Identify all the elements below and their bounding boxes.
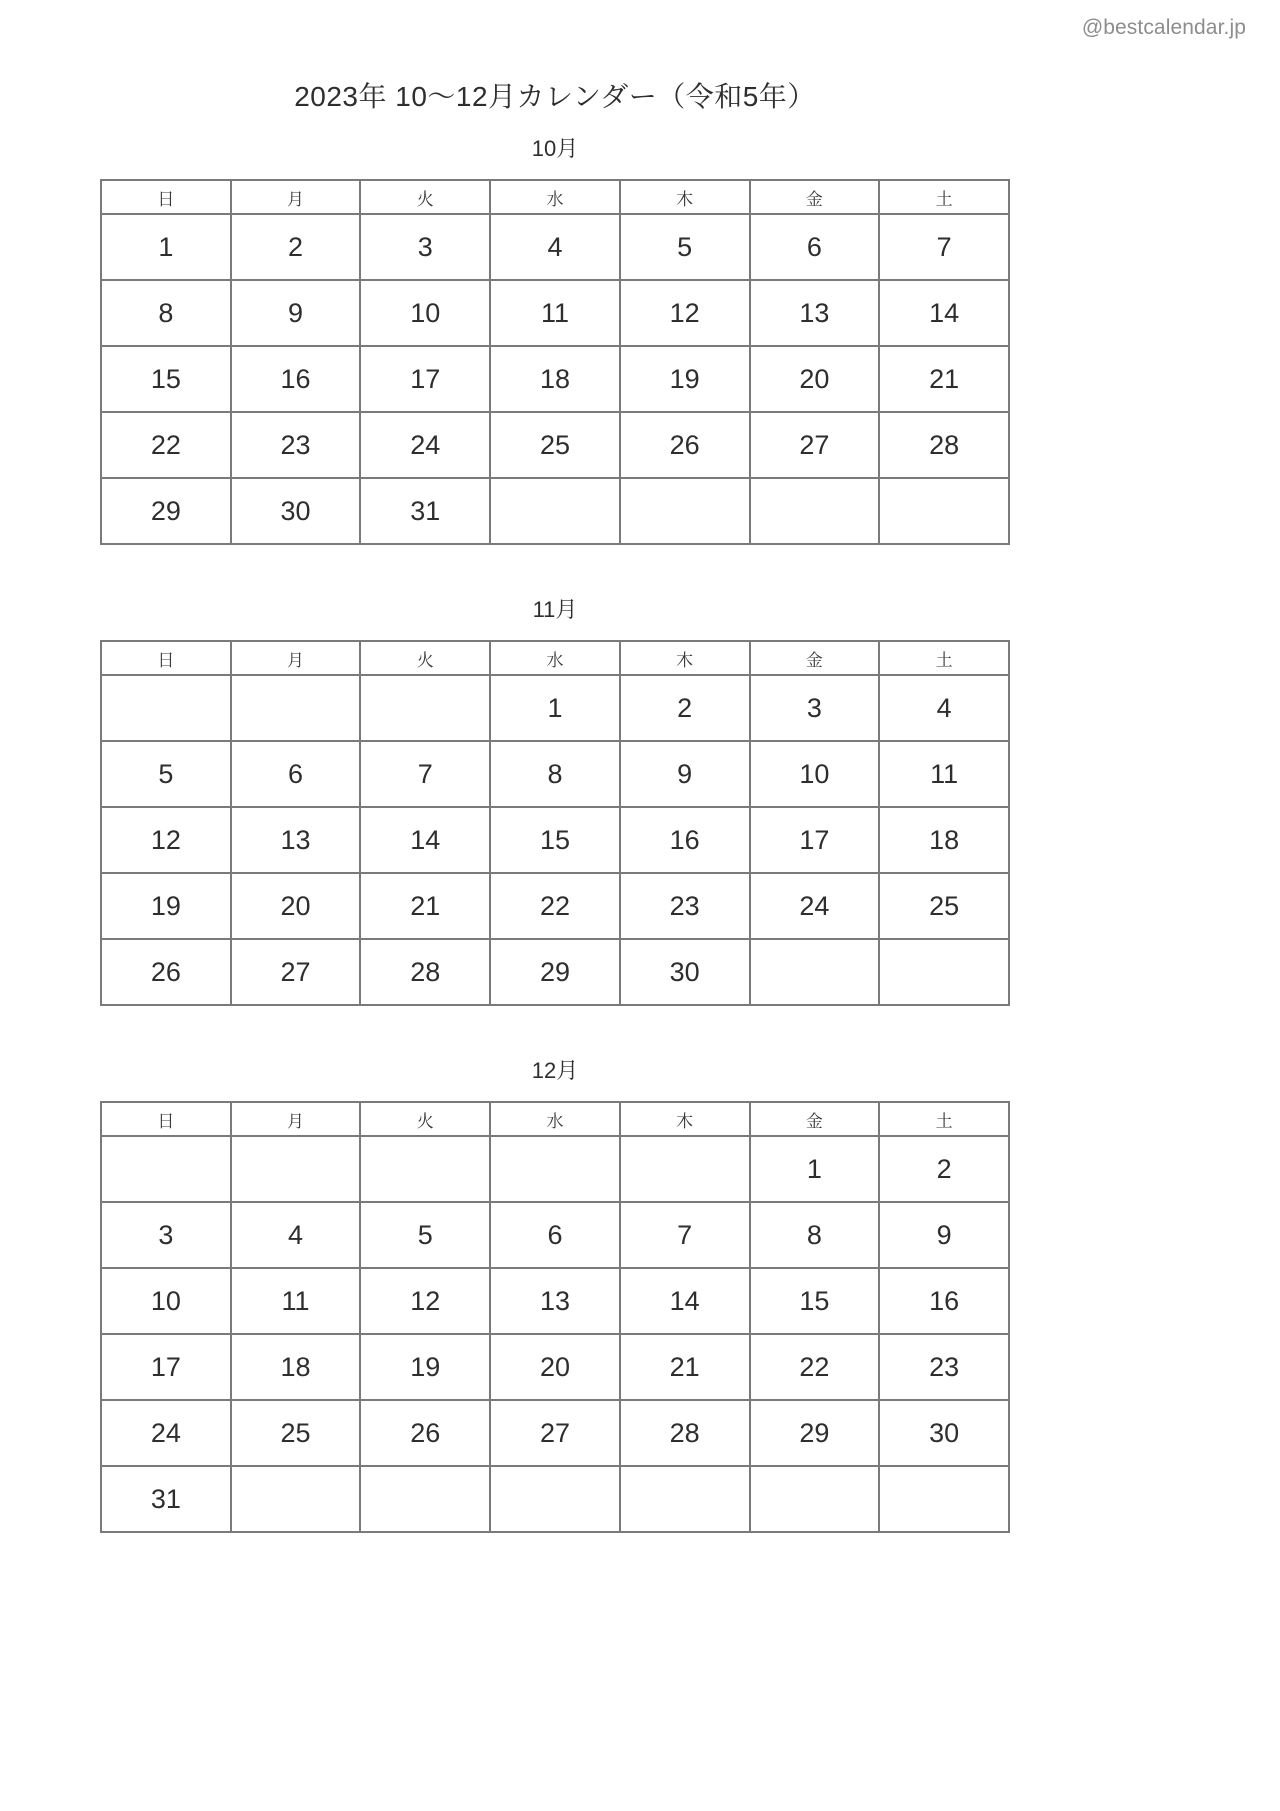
calendar-day-cell[interactable]: 12: [360, 1268, 490, 1334]
calendar-day-cell[interactable]: 6: [750, 214, 880, 280]
calendar-cell-empty: [231, 675, 361, 741]
calendar-day-cell[interactable]: 4: [490, 214, 620, 280]
calendar-day-cell[interactable]: 21: [879, 346, 1009, 412]
month-label-october: 10月: [531, 136, 579, 161]
calendar-day-cell[interactable]: 31: [101, 1466, 231, 1532]
weekday-header-3: 水: [490, 1102, 620, 1136]
calendar-day-cell[interactable]: 15: [750, 1268, 880, 1334]
calendar-day-cell[interactable]: 3: [750, 675, 880, 741]
calendar-day-cell[interactable]: 17: [360, 346, 490, 412]
weekday-header-0: 日: [101, 641, 231, 675]
calendar-day-cell[interactable]: 1: [490, 675, 620, 741]
calendar-week-row: [101, 346, 1009, 412]
weekday-header-2: 火: [360, 1102, 490, 1136]
calendar-day-cell[interactable]: 18: [490, 346, 620, 412]
calendar-day-cell[interactable]: 10: [360, 280, 490, 346]
calendar-day-cell[interactable]: 25: [231, 1400, 361, 1466]
calendar-day-cell[interactable]: 13: [750, 280, 880, 346]
calendar-week-row: [101, 1466, 1009, 1532]
calendar-day-cell[interactable]: 17: [750, 807, 880, 873]
calendar-day-cell[interactable]: 29: [750, 1400, 880, 1466]
calendar-day-cell[interactable]: 6: [231, 741, 361, 807]
calendar-week-row: [101, 1400, 1009, 1466]
weekday-header-6: 土: [879, 641, 1009, 675]
month-block-october: [100, 132, 1010, 545]
calendar-day-cell[interactable]: 28: [620, 1400, 750, 1466]
calendar-day-cell[interactable]: 5: [620, 214, 750, 280]
calendar-day-cell[interactable]: 2: [620, 675, 750, 741]
months-container: [0, 132, 1110, 1581]
calendar-day-cell[interactable]: 16: [620, 807, 750, 873]
calendar-day-cell[interactable]: 23: [879, 1334, 1009, 1400]
weekday-header-5: 金: [750, 1102, 880, 1136]
calendar-cell-empty: [620, 1466, 750, 1532]
calendar-day-cell[interactable]: 3: [101, 1202, 231, 1268]
weekday-header-row: [101, 1102, 1009, 1136]
calendar-day-cell[interactable]: 1: [750, 1136, 880, 1202]
calendar-day-cell[interactable]: 31: [360, 478, 490, 544]
calendar-cell-empty: [231, 1136, 361, 1202]
calendar-day-cell[interactable]: 8: [101, 280, 231, 346]
calendar-day-cell[interactable]: 26: [620, 412, 750, 478]
weekday-header-3: 水: [490, 180, 620, 214]
calendar-week-row: [101, 873, 1009, 939]
calendar-cell-empty: [490, 478, 620, 544]
calendar-day-cell[interactable]: 5: [101, 741, 231, 807]
calendar-table-december: [100, 1101, 1010, 1533]
weekday-header-4: 木: [620, 1102, 750, 1136]
calendar-day-cell[interactable]: 30: [620, 939, 750, 1005]
calendar-day-cell[interactable]: 5: [360, 1202, 490, 1268]
calendar-day-cell[interactable]: 28: [879, 412, 1009, 478]
calendar-cell-empty: [231, 1466, 361, 1532]
calendar-day-cell[interactable]: 25: [490, 412, 620, 478]
weekday-header-5: 金: [750, 641, 880, 675]
calendar-day-cell[interactable]: 14: [620, 1268, 750, 1334]
calendar-cell-empty: [750, 939, 880, 1005]
calendar-cell-empty: [490, 1136, 620, 1202]
calendar-day-cell[interactable]: 26: [360, 1400, 490, 1466]
calendar-day-cell[interactable]: 21: [620, 1334, 750, 1400]
calendar-day-cell[interactable]: 13: [490, 1268, 620, 1334]
calendar-day-cell[interactable]: 4: [231, 1202, 361, 1268]
weekday-header-row: [101, 180, 1009, 214]
calendar-day-cell[interactable]: 28: [360, 939, 490, 1005]
weekday-header-1: 月: [231, 641, 361, 675]
calendar-day-cell[interactable]: 22: [101, 412, 231, 478]
calendar-week-row: [101, 280, 1009, 346]
calendar-day-cell[interactable]: 29: [101, 478, 231, 544]
calendar-cell-empty: [750, 1466, 880, 1532]
calendar-day-cell[interactable]: 14: [360, 807, 490, 873]
calendar-day-cell[interactable]: 9: [620, 741, 750, 807]
calendar-table-october: [100, 179, 1010, 545]
calendar-cell-empty: [101, 1136, 231, 1202]
calendar-cell-empty: [490, 1466, 620, 1532]
calendar-day-cell[interactable]: 14: [879, 280, 1009, 346]
calendar-day-cell[interactable]: 7: [620, 1202, 750, 1268]
calendar-cell-empty: [620, 478, 750, 544]
weekday-header-3: 水: [490, 641, 620, 675]
calendar-day-cell[interactable]: 3: [360, 214, 490, 280]
calendar-day-cell[interactable]: 7: [360, 741, 490, 807]
calendar-day-cell[interactable]: 12: [620, 280, 750, 346]
calendar-week-row: [101, 939, 1009, 1005]
site-watermark: @bestcalendar.jp: [1081, 16, 1246, 39]
page-title: 2023年 10〜12月カレンダー（令和5年）: [294, 81, 816, 112]
weekday-header-6: 土: [879, 180, 1009, 214]
calendar-day-cell[interactable]: 16: [231, 346, 361, 412]
weekday-header-4: 木: [620, 180, 750, 214]
weekday-header-5: 金: [750, 180, 880, 214]
month-block-november: [100, 593, 1010, 1006]
calendar-day-cell[interactable]: 30: [879, 1400, 1009, 1466]
calendar-week-row: [101, 1202, 1009, 1268]
calendar-day-cell[interactable]: 20: [490, 1334, 620, 1400]
calendar-cell-empty: [879, 1466, 1009, 1532]
weekday-header-1: 月: [231, 180, 361, 214]
calendar-day-cell[interactable]: 22: [490, 873, 620, 939]
month-block-december: [100, 1054, 1010, 1533]
calendar-day-cell[interactable]: 7: [879, 214, 1009, 280]
calendar-week-row: [101, 675, 1009, 741]
calendar-cell-empty: [879, 478, 1009, 544]
calendar-day-cell[interactable]: 18: [231, 1334, 361, 1400]
calendar-day-cell[interactable]: 29: [490, 939, 620, 1005]
calendar-day-cell[interactable]: 9: [879, 1202, 1009, 1268]
month-label-december: 12月: [531, 1058, 579, 1083]
calendar-day-cell[interactable]: 11: [490, 280, 620, 346]
weekday-header-row: [101, 641, 1009, 675]
calendar-day-cell[interactable]: 10: [101, 1268, 231, 1334]
calendar-day-cell[interactable]: 9: [231, 280, 361, 346]
calendar-day-cell[interactable]: 2: [879, 1136, 1009, 1202]
weekday-header-1: 月: [231, 1102, 361, 1136]
weekday-header-2: 火: [360, 180, 490, 214]
calendar-day-cell[interactable]: 8: [750, 1202, 880, 1268]
calendar-day-cell[interactable]: 12: [101, 807, 231, 873]
calendar-day-cell[interactable]: 19: [620, 346, 750, 412]
calendar-day-cell[interactable]: 15: [101, 346, 231, 412]
calendar-cell-empty: [879, 939, 1009, 1005]
calendar-day-cell[interactable]: 24: [360, 412, 490, 478]
calendar-week-row: [101, 807, 1009, 873]
calendar-week-row: [101, 412, 1009, 478]
calendar-day-cell[interactable]: 11: [231, 1268, 361, 1334]
calendar-day-cell[interactable]: 18: [879, 807, 1009, 873]
calendar-day-cell[interactable]: 21: [360, 873, 490, 939]
calendar-cell-empty: [360, 675, 490, 741]
calendar-day-cell[interactable]: 19: [101, 873, 231, 939]
calendar-cell-empty: [750, 478, 880, 544]
calendar-cell-empty: [620, 1136, 750, 1202]
weekday-header-0: 日: [101, 180, 231, 214]
calendar-day-cell[interactable]: 15: [490, 807, 620, 873]
calendar-week-row: [101, 478, 1009, 544]
calendar-day-cell[interactable]: 27: [231, 939, 361, 1005]
calendar-cell-empty: [360, 1136, 490, 1202]
calendar-day-cell[interactable]: 30: [231, 478, 361, 544]
month-label-november: 11月: [532, 597, 578, 622]
calendar-week-row: [101, 214, 1009, 280]
weekday-header-0: 日: [101, 1102, 231, 1136]
calendar-day-cell[interactable]: 23: [231, 412, 361, 478]
calendar-cell-empty: [101, 675, 231, 741]
calendar-day-cell[interactable]: 13: [231, 807, 361, 873]
calendar-day-cell[interactable]: 4: [879, 675, 1009, 741]
calendar-day-cell[interactable]: 26: [101, 939, 231, 1005]
calendar-day-cell[interactable]: 24: [750, 873, 880, 939]
calendar-cell-empty: [360, 1466, 490, 1532]
calendar-day-cell[interactable]: 10: [750, 741, 880, 807]
weekday-header-6: 土: [879, 1102, 1009, 1136]
calendar-day-cell[interactable]: 16: [879, 1268, 1009, 1334]
calendar-day-cell[interactable]: 11: [879, 741, 1009, 807]
calendar-day-cell[interactable]: 8: [490, 741, 620, 807]
calendar-week-row: [101, 1268, 1009, 1334]
calendar-day-cell[interactable]: 20: [750, 346, 880, 412]
calendar-day-cell[interactable]: 27: [750, 412, 880, 478]
calendar-day-cell[interactable]: 25: [879, 873, 1009, 939]
calendar-week-row: [101, 1136, 1009, 1202]
calendar-day-cell[interactable]: 1: [101, 214, 231, 280]
calendar-day-cell[interactable]: 27: [490, 1400, 620, 1466]
calendar-table-november: [100, 640, 1010, 1006]
calendar-week-row: [101, 741, 1009, 807]
calendar-week-row: [101, 1334, 1009, 1400]
calendar-day-cell[interactable]: 23: [620, 873, 750, 939]
weekday-header-2: 火: [360, 641, 490, 675]
calendar-day-cell[interactable]: 22: [750, 1334, 880, 1400]
calendar-day-cell[interactable]: 19: [360, 1334, 490, 1400]
calendar-day-cell[interactable]: 6: [490, 1202, 620, 1268]
calendar-day-cell[interactable]: 2: [231, 214, 361, 280]
calendar-day-cell[interactable]: 17: [101, 1334, 231, 1400]
calendar-day-cell[interactable]: 24: [101, 1400, 231, 1466]
weekday-header-4: 木: [620, 641, 750, 675]
calendar-day-cell[interactable]: 20: [231, 873, 361, 939]
